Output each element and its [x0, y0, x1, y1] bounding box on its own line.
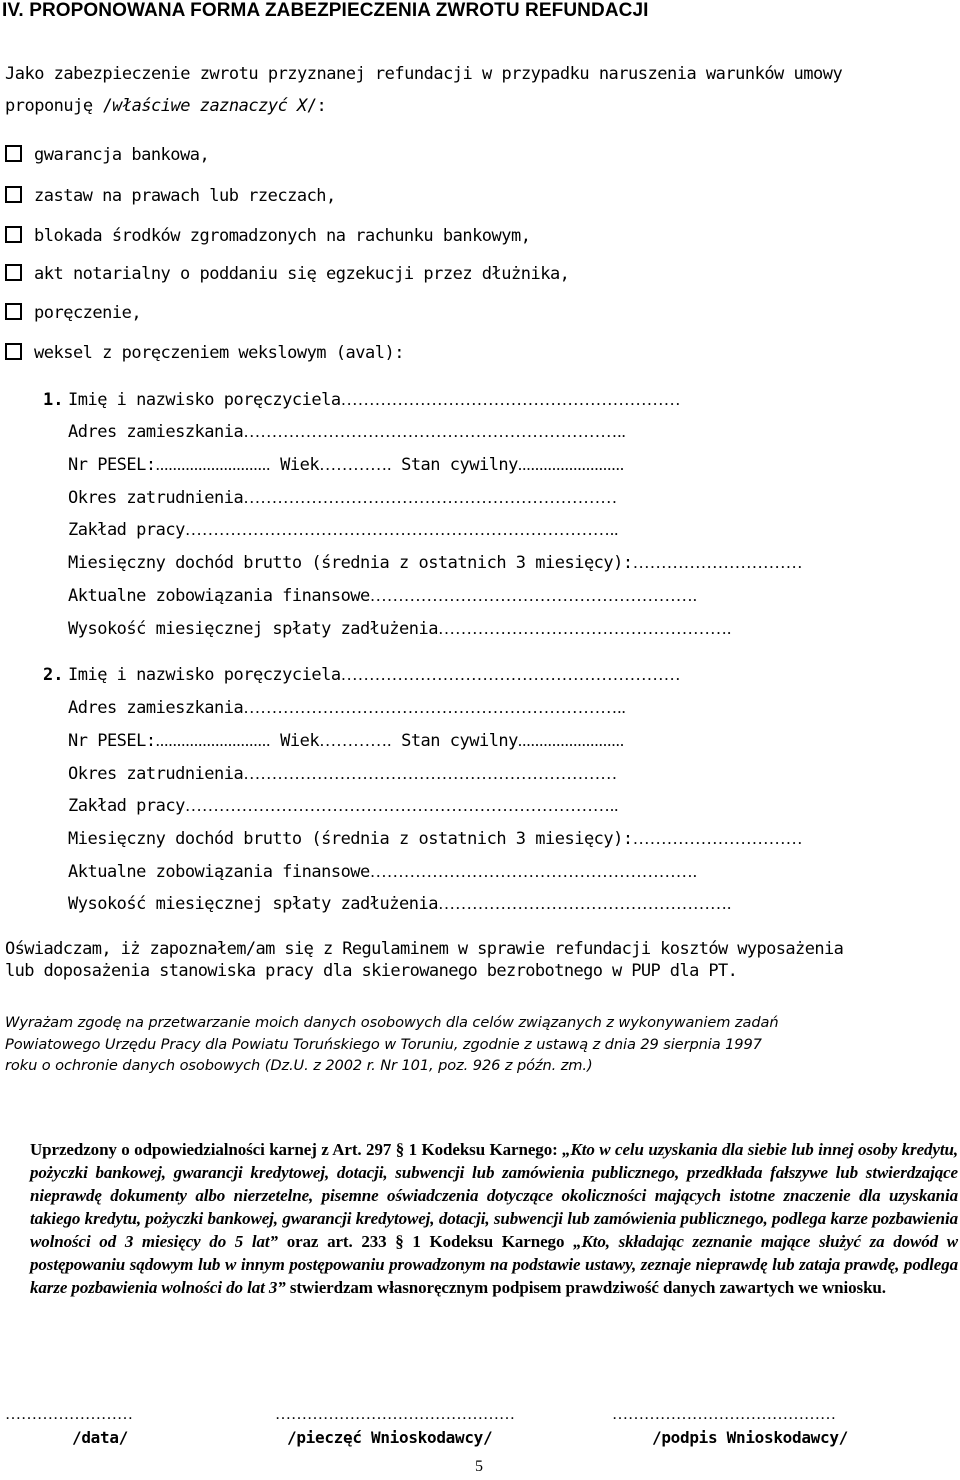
- fill-dots: …………………………………………………………: [243, 488, 618, 507]
- fill-dots: …………………………………………….: [437, 619, 732, 638]
- fill-dots: ...........................: [155, 455, 271, 474]
- fill-dots: ………….: [319, 455, 392, 474]
- date-label: /data/: [72, 1428, 128, 1447]
- declaration-line-1: Oświadczam, iż zapoznałem/am się z Regulaminem w sprawie refundacji kosztów wyposażenia: [5, 939, 844, 959]
- date-fill-line[interactable]: ……………………: [5, 1406, 133, 1423]
- guarantor-2-address-field[interactable]: [68, 696, 956, 720]
- field-label: Aktualne zobowiązania finansowe: [68, 586, 370, 606]
- section-sign-icon: §: [395, 1140, 405, 1159]
- guarantor-2-workplace-field[interactable]: [68, 794, 956, 818]
- option-bank-guarantee[interactable]: [5, 143, 209, 167]
- option-label: zastaw na prawach lub rzeczach,: [34, 186, 336, 206]
- fill-dots: …………………………………………….: [437, 894, 732, 913]
- checkbox-icon[interactable]: [5, 226, 22, 243]
- field-label: Miesięczny dochód brutto (średnia z ostatnich 3 miesięcy):: [68, 829, 633, 849]
- intro-suffix: /:: [306, 96, 327, 116]
- option-label: weksel z poręczeniem wekslowym (aval):: [34, 343, 404, 363]
- data-processing-consent: [5, 1012, 955, 1077]
- option-promissory-note[interactable]: [5, 341, 404, 365]
- intro-text: [5, 58, 955, 122]
- field-label: Nr PESEL:: [68, 731, 156, 751]
- option-notarial-deed[interactable]: [5, 262, 569, 286]
- legal-article-2: 1 Kodeksu Karnego: [412, 1232, 565, 1251]
- guarantor-2-income-field[interactable]: [68, 827, 956, 851]
- field-label: Stan cywilny: [401, 455, 518, 475]
- consent-line-3: roku o ochronie danych osobowych (Dz.U. z 2002 r. Nr 101, poz. 926 z późn. zm.): [5, 1057, 593, 1074]
- legal-closing: stwierdzam własnoręcznym podpisem prawdziwość danych zawartych we wniosku.: [289, 1278, 886, 1297]
- field-label: Nr PESEL:: [68, 455, 156, 475]
- option-pledge[interactable]: [5, 184, 336, 208]
- checkbox-icon[interactable]: [5, 264, 22, 281]
- guarantor-2-repayment-field[interactable]: [68, 892, 956, 916]
- field-label: Okres zatrudnienia: [68, 488, 244, 508]
- option-label: blokada środków zgromadzonych na rachunku bankowym,: [34, 226, 531, 246]
- intro-instruction: właściwe zaznaczyć X: [112, 96, 307, 116]
- field-label: Stan cywilny: [401, 731, 518, 751]
- declaration-text: [5, 938, 955, 982]
- section-heading: [2, 0, 649, 22]
- field-label: Zakład pracy: [68, 520, 185, 540]
- guarantor-2-pesel-row[interactable]: [68, 729, 956, 753]
- option-surety[interactable]: [5, 301, 141, 325]
- fill-dots: ……………………………………………………: [340, 390, 681, 409]
- guarantor-1-name-field[interactable]: [68, 388, 956, 412]
- guarantor-1-pesel-row[interactable]: [68, 453, 956, 477]
- guarantor-2-obligations-field[interactable]: [68, 860, 956, 884]
- field-label: Aktualne zobowiązania finansowe: [68, 862, 370, 882]
- checkbox-icon[interactable]: [5, 343, 22, 360]
- field-label: Adres zamieszkania: [68, 422, 244, 442]
- consent-line-1: Wyrażam zgodę na przetwarzanie moich danych osobowych dla celów związanych z wykonywaniem zadań: [5, 1014, 779, 1031]
- fill-dots: …………………………: [632, 553, 803, 572]
- section-title: PROPONOWANA FORMA ZABEZPIECZENIA ZWROTU REFUNDACJI: [29, 0, 649, 21]
- fill-dots: …………………………………………………………………..: [184, 796, 619, 815]
- fill-dots: ...........................: [155, 731, 271, 750]
- fill-dots: …………………………………………………………..: [243, 422, 626, 441]
- field-label: Zakład pracy: [68, 796, 185, 816]
- stamp-label: /pieczęć Wnioskodawcy/: [287, 1428, 493, 1447]
- fill-dots: ………………………………………………….: [369, 586, 698, 605]
- guarantor-2-name-field[interactable]: [68, 663, 956, 687]
- intro-line-2: [5, 90, 955, 122]
- field-label: Wysokość miesięcznej spłaty zadłużenia: [68, 894, 438, 914]
- intro-prefix: proponuję /: [5, 96, 113, 116]
- declaration-line-2: lub doposażenia stanowiska pracy dla skierowanego bezrobotnego w PUP dla PT.: [5, 961, 738, 981]
- guarantor-1-address-field[interactable]: [68, 420, 956, 444]
- intro-line-1: Jako zabezpieczenie zwrotu przyznanej refundacji w przypadku naruszenia warunków umowy: [5, 64, 843, 84]
- field-label: Wiek: [280, 455, 320, 475]
- fill-dots: .........................: [517, 731, 625, 750]
- field-label: Wiek: [280, 731, 320, 751]
- field-label: Okres zatrudnienia: [68, 764, 244, 784]
- fill-dots: …………………………: [632, 829, 803, 848]
- field-label: Adres zamieszkania: [68, 698, 244, 718]
- legal-connector: oraz art. 233: [286, 1232, 387, 1251]
- section-number: IV.: [2, 0, 24, 21]
- section-sign-icon: §: [395, 1232, 404, 1251]
- fill-dots: …………………………………………………………………..: [184, 520, 619, 539]
- option-label: gwarancja bankowa,: [34, 145, 210, 165]
- guarantor-2-index: 2.: [43, 665, 64, 685]
- guarantor-1-repayment-field[interactable]: [68, 617, 956, 641]
- guarantor-2-employment-field[interactable]: [68, 762, 956, 786]
- checkbox-icon[interactable]: [5, 186, 22, 203]
- option-account-block[interactable]: [5, 224, 530, 248]
- checkbox-icon[interactable]: [5, 145, 22, 162]
- field-label: Miesięczny dochód brutto (średnia z ostatnich 3 miesięcy):: [68, 553, 633, 573]
- field-label: Imię i nazwisko poręczyciela: [68, 390, 341, 410]
- guarantor-1-income-field[interactable]: [68, 551, 956, 575]
- signature-fill-line[interactable]: ……………………………………: [612, 1406, 836, 1423]
- consent-line-2: Powiatowego Urzędu Pracy dla Powiatu Toruńskiego w Toruniu, zgodnie z ustawą z dnia 29 sierpnia 1997: [5, 1035, 762, 1053]
- page-number: 5: [475, 1458, 483, 1475]
- guarantor-1-obligations-field[interactable]: [68, 584, 956, 608]
- stamp-fill-line[interactable]: ………………………………………: [275, 1406, 515, 1423]
- legal-quote-2: „Kto, składając zeznanie mające służyć za dowód w postępowaniu sądowym lub w innym postępowaniu prowadzonym na podstawie ustawy, zeznaje nieprawdę lub zataja prawdę, podlega karze pozbawienia wolności do lat 3”: [30, 1232, 959, 1297]
- legal-quote-1: „Kto w celu uzyskania dla siebie lub innej osoby kredytu, pożyczki bankowej, gwarancji kredytowej, dotacji, subwencji lub zamówienia publicznego, przedkłada fałszywe lub stwierdzające nieprawdę dokumenty albo nierzetelne, pisemne oświadczenia dotyczące okoliczności mających istotne znaczenie dla uzyskania takiego kredytu, pożyczki bankowej, gwarancji kredytowej, dotacji, subwencji lub zamówienia publicznego, podlega karze pozbawienia wolności od 3 miesięcy do 5 lat”: [30, 1140, 958, 1251]
- legal-article-1: 1 Kodeksu Karnego:: [408, 1140, 558, 1159]
- criminal-liability-notice: [30, 1138, 958, 1299]
- fill-dots: …………………………………………………………: [243, 764, 618, 783]
- signature-label: /podpis Wnioskodawcy/: [652, 1428, 848, 1447]
- fill-dots: ………….: [319, 731, 392, 750]
- fill-dots: ………………………………………………….: [369, 862, 698, 881]
- guarantor-1-employment-field[interactable]: [68, 486, 956, 510]
- option-label: akt notarialny o poddaniu się egzekucji przez dłużnika,: [34, 264, 570, 284]
- fill-dots: ……………………………………………………: [340, 665, 681, 684]
- legal-intro: Uprzedzony o odpowiedzialności karnej z Art. 297: [30, 1140, 392, 1159]
- guarantor-1-workplace-field[interactable]: [68, 518, 956, 542]
- field-label: Wysokość miesięcznej spłaty zadłużenia: [68, 619, 438, 639]
- option-label: poręczenie,: [34, 303, 142, 323]
- fill-dots: …………………………………………………………..: [243, 698, 626, 717]
- fill-dots: .........................: [517, 455, 625, 474]
- checkbox-icon[interactable]: [5, 303, 22, 320]
- field-label: Imię i nazwisko poręczyciela: [68, 665, 341, 685]
- guarantor-1-index: 1.: [43, 390, 64, 410]
